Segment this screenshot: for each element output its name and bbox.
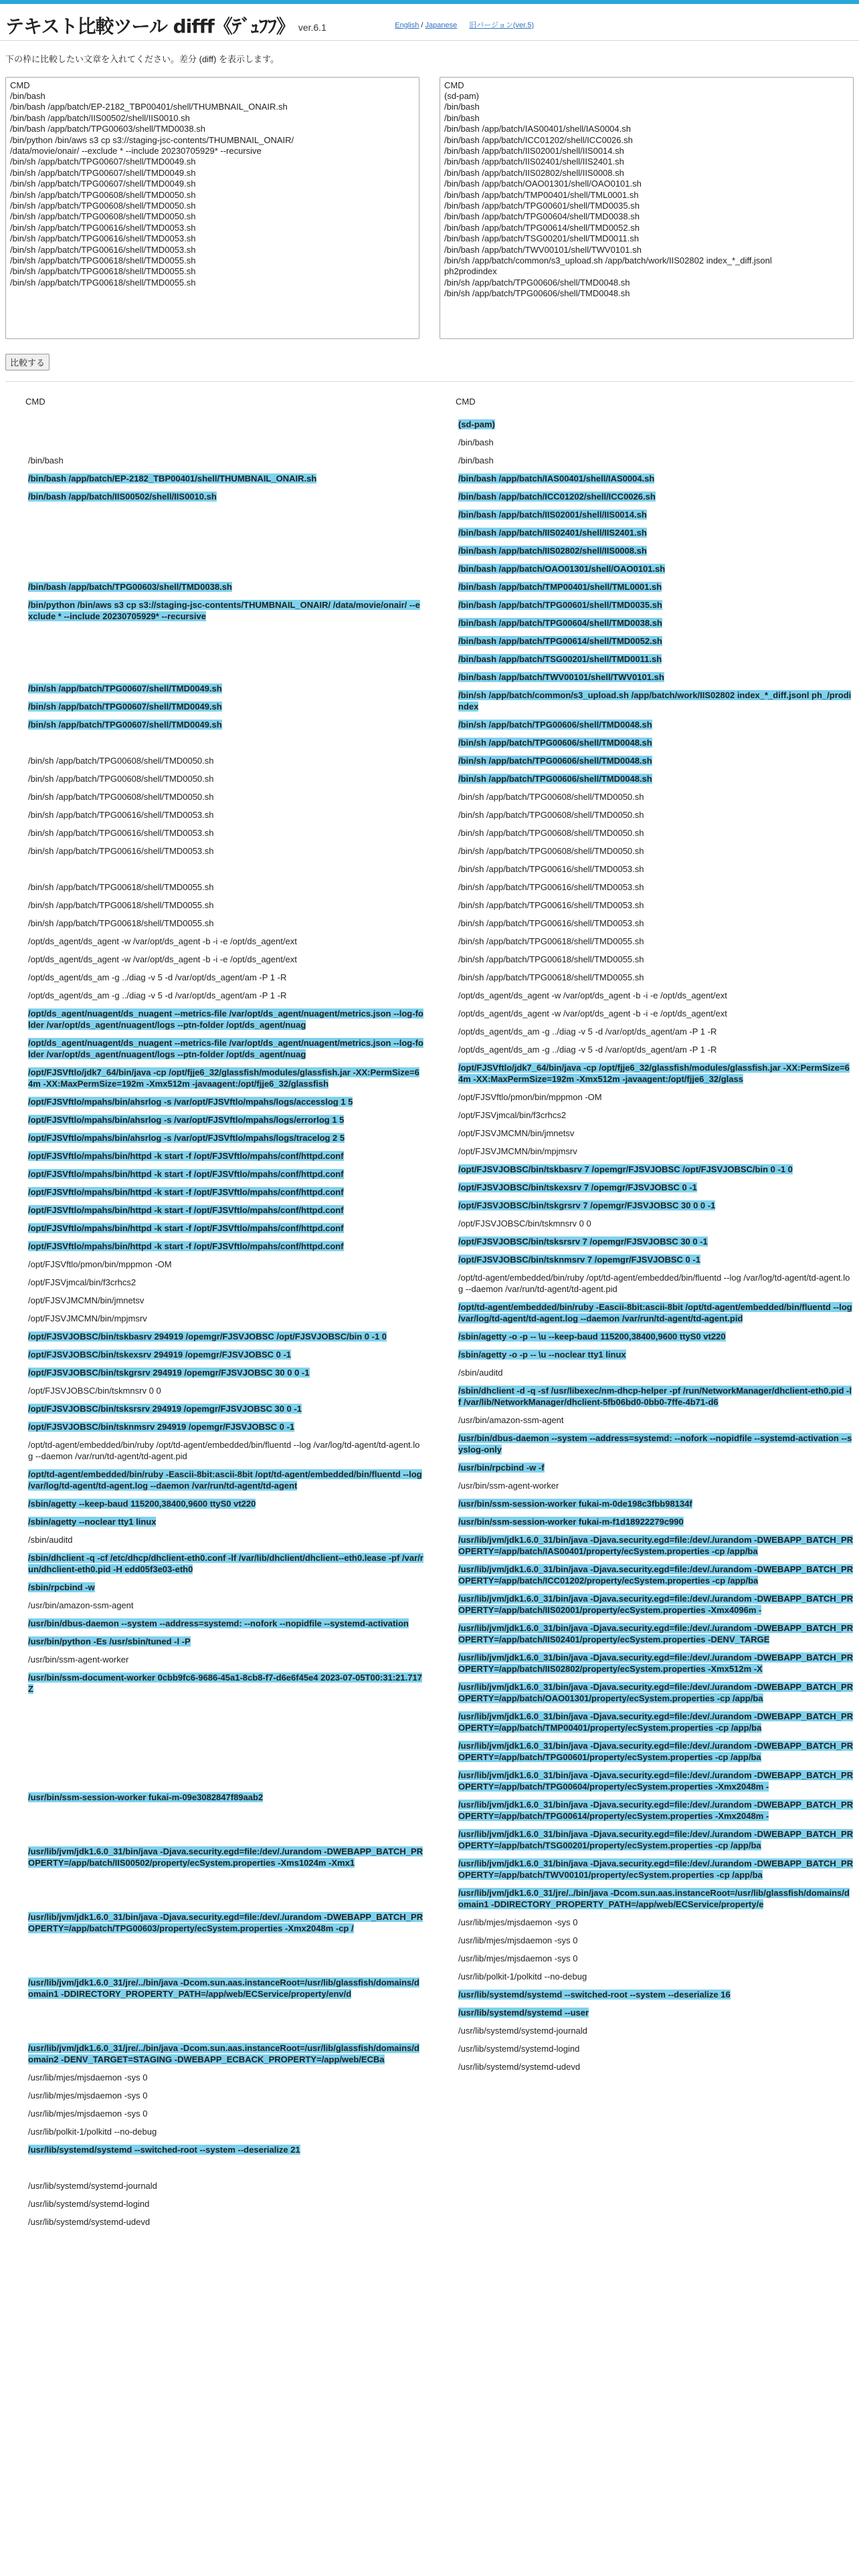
right-diff-line: /bin/bash /app/batch/TWV00101/shell/TWV0101.sh [458,672,664,682]
left-diff-line [5,1941,423,1952]
left-diff-line: /opt/FJSVftlo/mpahs/bin/ahsrlog -s /var/opt/FJSVftlo/mpahs/logs/accesslog 1 5 [28,1097,353,1107]
left-diff-line [5,437,423,448]
right-diff-line: /usr/lib/systemd/systemd --user [458,2008,589,2018]
left-diff-line: /opt/td-agent/embedded/bin/ruby /opt/td-agent/embedded/bin/fluentd --log /var/log/td-agent/td-agent.log --daemon /var/run/td-agent/td-agent.pid [28,1440,420,1461]
right-diff-line: /usr/bin/ssm-session-worker fukai-m-0de198c3fbb98134f [458,1499,692,1509]
right-diff-line: /bin/bash [458,437,494,447]
right-diff-line: /sbin/agetty -o -p -- \u --keep-baud 115200,38400,9600 ttyS0 vt220 [458,1331,726,1341]
left-diff-line: /usr/lib/jvm/jdk1.6.0_31/bin/java -Djava.security.egd=file:/dev/./urandom -DWEBAPP_BATCH_PROPERTY=/app/batch/IIS00502/property/ecSystem.properties -Xms1024m -Xmx1 [28,1846,423,1868]
right-diff-line: /bin/bash [458,455,494,465]
left-diff-line: /opt/ds_agent/ds_agent -w /var/opt/ds_agent -b -i -e /opt/ds_agent/ext [28,954,297,964]
right-diff-line: /bin/bash /app/batch/OAO01301/shell/OAO0101.sh [458,564,666,574]
left-diff-line [5,1810,423,1821]
right-diff-line: /bin/bash /app/batch/IIS02802/shell/IIS0008.sh [458,546,647,556]
right-diff-line: /usr/lib/mjes/mjsdaemon -sys 0 [458,1953,578,1963]
right-diff-line: /bin/sh /app/batch/TPG00608/shell/TMD0050.sh [458,846,644,856]
left-diff-line: /opt/FJSVJOBSC/bin/tskexsrv 294919 /opemgr/FJSVJOBSC 0 -1 [28,1350,292,1360]
left-diff-line: /bin/bash /app/batch/IIS00502/shell/IIS0010.sh [28,492,217,502]
left-diff-line: /bin/bash /app/batch/TPG00603/shell/TMD0038.sh [28,582,232,592]
left-result-header: CMD [25,396,45,407]
left-diff-line [5,1737,423,1749]
page-title: テキスト比較ツール difff《ﾃﾞｭﾌﾌ》 [5,15,294,37]
right-diff-line: /sbin/agetty -o -p -- \u --noclear tty1 linux [458,1350,626,1360]
left-diff-line: /opt/ds_agent/nuagent/ds_nuagent --metrics-file /var/opt/ds_agent/nuagent/metrics.json --log-folder /var/opt/ds_agent/nuagent/logs --ptn-folder /opt/ds_agent/nuag [28,1038,423,1059]
right-diff-line: /bin/sh /app/batch/TPG00616/shell/TMD0053.sh [458,864,644,874]
left-diff-line [5,1755,423,1767]
left-diff-line: /opt/ds_agent/nuagent/ds_nuagent --metrics-file /var/opt/ds_agent/nuagent/metrics.json --log-folder /var/opt/ds_agent/nuagent/logs --ptn-folder /opt/ds_agent/nuag [28,1008,423,1030]
right-diff-line: /bin/sh /app/batch/TPG00616/shell/TMD0053.sh [458,900,644,910]
left-diff-line: /usr/lib/jvm/jdk1.6.0_31/jre/../bin/java -Dcom.sun.aas.instanceRoot=/usr/lib/glassfish/domains/domain2 -DENV_TARGET=STAGING -DWEBAPP_ECBACK_PROPERTY=/app/web/ECBa [28,2043,419,2064]
left-diff-line [5,2024,423,2036]
right-diff-line: /usr/lib/jvm/jdk1.6.0_31/bin/java -Djava.security.egd=file:/dev/./urandom -DWEBAPP_BATCH_PROPERTY=/app/batch/IAS00401/property/ecSystem.properties -cp /app/ba [458,1535,854,1556]
right-diff-line: /opt/FJSVJOBSC/bin/tskgrsrv 7 /opemgr/FJSVJOBSC 30 0 0 -1 [458,1200,716,1210]
left-diff-line [5,563,423,574]
version-label: ver.6.1 [298,22,326,33]
left-textarea[interactable] [5,77,419,339]
left-diff-line [5,863,423,875]
right-diff-line: /bin/bash /app/batch/TSG00201/shell/TMD0011.sh [458,654,662,664]
right-diff-line: /bin/bash /app/batch/TPG00614/shell/TMD0052.sh [458,636,662,646]
right-diff-line: /opt/FJSVJOBSC/bin/tskexsrv 7 /opemgr/FJSVJOBSC 0 -1 [458,1182,697,1192]
right-diff-line: /usr/bin/ssm-session-worker fukai-m-f1d18922279c990 [458,1517,684,1527]
left-diff-line: /bin/sh /app/batch/TPG00618/shell/TMD0055.sh [28,882,214,892]
right-diff-line: /opt/ds_agent/ds_am -g ../diag -v 5 -d /var/opt/ds_agent/am -P 1 -R [458,1027,717,1037]
right-diff-line: /usr/lib/jvm/jdk1.6.0_31/bin/java -Djava.security.egd=file:/dev/./urandom -DWEBAPP_BATCH_PROPERTY=/app/batch/IIS02802/property/ecSystem.properties -Xmx512m -X [458,1652,854,1674]
left-diff-line [5,1875,423,1887]
left-diff-line: /opt/FJSVJOBSC/bin/tsknmsrv 294919 /opemgr/FJSVJOBSC 0 -1 [28,1422,295,1432]
right-diff-line: /opt/FJSVJOBSC/bin/tsksrsrv 7 /opemgr/FJSVJOBSC 30 0 -1 [458,1237,708,1247]
right-diff-line: /opt/ds_agent/ds_agent -w /var/opt/ds_agent -b -i -e /opt/ds_agent/ext [458,1008,727,1018]
right-diff-line: /usr/lib/polkit-1/polkitd --no-debug [458,1971,587,1981]
right-diff-line: /opt/ds_agent/ds_agent -w /var/opt/ds_agent -b -i -e /opt/ds_agent/ext [458,990,727,1000]
right-diff-line: (sd-pam) [458,419,495,429]
right-result-column [432,382,854,2235]
right-diff-line: /bin/bash /app/batch/ICC01202/shell/ICC0026.sh [458,492,656,502]
right-diff-line: /opt/FJSVJOBSC/bin/tskmnsrv 0 0 [458,1218,591,1228]
left-diff-line: /opt/FJSVftlo/mpahs/bin/ahsrlog -s /var/opt/FJSVftlo/mpahs/logs/errorlog 1 5 [28,1115,345,1125]
right-diff-line: /bin/sh /app/batch/TPG00608/shell/TMD0050.sh [458,810,644,820]
right-diff-line: /usr/bin/amazon-ssm-agent [458,1415,564,1425]
left-diff-line: /bin/sh /app/batch/TPG00616/shell/TMD0053.sh [28,846,214,856]
left-diff-line: /bin/python /bin/aws s3 cp s3://staging-jsc-contents/THUMBNAIL_ONAIR/ /data/movie/onair/ --exclude * --include 20230705929* --recursive [28,600,420,621]
left-diff-line: /bin/sh /app/batch/TPG00618/shell/TMD0055.sh [28,918,214,928]
left-result-column [5,382,432,2235]
left-diff-line: /usr/lib/systemd/systemd --switched-root --system --deserialize 21 [28,2145,300,2155]
left-diff-line: /opt/ds_agent/ds_agent -w /var/opt/ds_agent -b -i -e /opt/ds_agent/ext [28,936,297,946]
left-result-lines [5,419,423,2228]
right-diff-line: /bin/sh /app/batch/TPG00618/shell/TMD0055.sh [458,954,644,964]
left-diff-line [5,629,423,640]
left-diff-line: /usr/lib/systemd/systemd-logind [28,2199,150,2209]
left-diff-line: /opt/ds_agent/ds_am -g ../diag -v 5 -d /var/opt/ds_agent/am -P 1 -R [28,990,287,1000]
right-diff-line: /bin/sh /app/batch/common/s3_upload.sh /app/batch/work/IIS02802 index_*_diff.jsonl ph_/prodindex [458,690,852,712]
left-diff-line: /usr/lib/jvm/jdk1.6.0_31/jre/../bin/java -Dcom.sun.aas.instanceRoot=/usr/lib/glassfish/domains/domain1 -DDIRECTORY_PROPERTY_PATH=/app/web/ECService/property/env/d [28,1977,419,1999]
left-diff-line: /bin/sh /app/batch/TPG00607/shell/TMD0049.sh [28,702,222,712]
left-diff-line: /opt/FJSVftlo/mpahs/bin/httpd -k start -f /opt/FJSVftlo/mpahs/conf/httpd.conf [28,1169,344,1179]
left-diff-line [5,1959,423,1970]
right-diff-line: /bin/sh /app/batch/TPG00616/shell/TMD0053.sh [458,918,644,928]
input-area [0,77,859,339]
right-diff-line: /opt/FJSVJOBSC/bin/tsknmsrv 7 /opemgr/FJSVJOBSC 0 -1 [458,1255,700,1265]
left-diff-line [5,2006,423,2018]
right-diff-line: /bin/bash /app/batch/TPG00604/shell/TMD0038.sh [458,618,662,628]
left-diff-line: /opt/FJSVftlo/mpahs/bin/httpd -k start -f /opt/FJSVftlo/mpahs/conf/httpd.conf [28,1151,344,1161]
language-links [395,20,534,31]
right-diff-line: /opt/td-agent/embedded/bin/ruby -Eascii-8bit:ascii-8bit /opt/td-agent/embedded/bin/fluentd --log /var/log/td-agent/td-agent.log --daemon /var/run/td-agent/td-agent.pid [458,1302,852,1323]
right-diff-line: /opt/FJSVftlo/jdk7_64/bin/java -cp /opt/fjje6_32/glassfish/modules/glassfish.jar -XX:PermSize=64m -XX:MaxPermSize=192m -Xmx512m -javaagent:/opt/fjje6_32/glass [458,1063,850,1084]
left-diff-line: /usr/lib/jvm/jdk1.6.0_31/bin/java -Djava.security.egd=file:/dev/./urandom -DWEBAPP_BATCH_PROPERTY=/app/batch/TPG00603/property/ecSystem.properties -Xmx2048m -cp / [28,1912,423,1933]
left-diff-line [5,1774,423,1785]
left-diff-line: /opt/FJSVftlo/mpahs/bin/httpd -k start -f /opt/FJSVftlo/mpahs/conf/httpd.conf [28,1187,344,1197]
right-diff-line: /bin/sh /app/batch/TPG00616/shell/TMD0053.sh [458,882,644,892]
right-diff-line: /usr/lib/mjes/mjsdaemon -sys 0 [458,1935,578,1945]
right-diff-line: /opt/td-agent/embedded/bin/ruby /opt/td-agent/embedded/bin/fluentd --log /var/log/td-agent/td-agent.log --daemon /var/run/td-agent/td-agent.pid [458,1273,850,1294]
left-diff-line: /usr/lib/polkit-1/polkitd --no-debug [28,2127,157,2137]
right-result-header: CMD [456,396,476,407]
right-diff-line: /usr/lib/mjes/mjsdaemon -sys 0 [458,1917,578,1927]
left-diff-line: /opt/FJSVftlo/mpahs/bin/ahsrlog -s /var/opt/FJSVftlo/mpahs/logs/tracelog 2 5 [28,1133,345,1143]
right-diff-line: /usr/bin/dbus-daemon --system --address=systemd: --nofork --nopidfile --systemd-activation --syslog-only [458,1433,852,1455]
right-textarea[interactable] [440,77,854,339]
left-diff-line: /bin/sh /app/batch/TPG00616/shell/TMD0053.sh [28,828,214,838]
diff-result [0,382,859,2235]
right-diff-line: /bin/sh /app/batch/TPG00608/shell/TMD0050.sh [458,828,644,838]
left-diff-line: /usr/lib/mjes/mjsdaemon -sys 0 [28,2109,148,2119]
right-diff-line: /opt/FJSVjmcal/bin/f3crhcs2 [458,1110,567,1120]
right-diff-line: /bin/bash /app/batch/IIS02401/shell/IIS2401.sh [458,528,647,538]
left-diff-line [5,545,423,556]
right-diff-line: /bin/sh /app/batch/TPG00606/shell/TMD0048.sh [458,774,652,784]
right-diff-line: /usr/lib/jvm/jdk1.6.0_31/bin/java -Djava.security.egd=file:/dev/./urandom -DWEBAPP_BATCH_PROPERTY=/app/batch/TMP00401/property/ecSystem.properties -cp /app/ba [458,1711,854,1733]
compare-button[interactable]: 比較する [5,354,50,370]
left-diff-line: /bin/sh /app/batch/TPG00607/shell/TMD0049.sh [28,720,222,730]
right-diff-line: /usr/lib/systemd/systemd-udevd [458,2062,581,2072]
left-diff-line: /opt/FJSVJOBSC/bin/tskmnsrv 0 0 [28,1386,161,1396]
left-diff-line [5,1828,423,1839]
left-diff-line: /usr/lib/systemd/systemd-udevd [28,2217,151,2227]
right-diff-line: /usr/lib/jvm/jdk1.6.0_31/bin/java -Djava.security.egd=file:/dev/./urandom -DWEBAPP_BATCH_PROPERTY=/app/batch/TPG00604/property/ecSystem.properties -Xmx2048m - [458,1770,854,1792]
right-diff-line: /opt/FJSVftlo/pmon/bin/mppmon -OM [458,1092,602,1102]
left-diff-line: /sbin/dhclient -q -cf /etc/dhcp/dhclient-eth0.conf -lf /var/lib/dhclient/dhclient--eth0.lease -pf /var/run/dhclient-eth0.pid -H edd05f3e03-eth0 [28,1553,423,1574]
right-diff-line: /bin/sh /app/batch/TPG00608/shell/TMD0050.sh [458,792,644,802]
left-diff-line: /opt/FJSVftlo/jdk7_64/bin/java -cp /opt/fjje6_32/glassfish/modules/glassfish.jar -XX:PermSize=64m -XX:MaxPermSize=192m -Xmx512m -javaagent:/opt/fjje6_32/glassfish [28,1067,419,1089]
right-diff-line: /bin/sh /app/batch/TPG00618/shell/TMD0055.sh [458,972,644,982]
right-diff-line: /bin/sh /app/batch/TPG00606/shell/TMD0048.sh [458,756,652,766]
left-diff-line: /opt/td-agent/embedded/bin/ruby -Eascii-8bit:ascii-8bit /opt/td-agent/embedded/bin/fluentd --log /var/log/td-agent/td-agent.log --daemon /var/run/td-agent/td-agent [28,1469,422,1491]
lang-separator: / [421,21,423,29]
button-row [0,339,859,377]
left-diff-line [5,509,423,520]
right-diff-line: /opt/FJSVJMCMN/bin/mpjmsrv [458,1146,577,1156]
right-diff-line: /bin/bash /app/batch/IAS00401/shell/IAS0004.sh [458,473,655,484]
right-diff-line: /usr/lib/jvm/jdk1.6.0_31/bin/java -Djava.security.egd=file:/dev/./urandom -DWEBAPP_BATCH_PROPERTY=/app/batch/ICC01202/property/ecSystem.properties -cp /app/ba [458,1564,854,1586]
left-diff-line: /bin/sh /app/batch/TPG00618/shell/TMD0055.sh [28,900,214,910]
left-diff-line: /bin/sh /app/batch/TPG00608/shell/TMD0050.sh [28,792,214,802]
left-diff-line: /usr/lib/mjes/mjsdaemon -sys 0 [28,2090,148,2101]
left-diff-line: /bin/sh /app/batch/TPG00607/shell/TMD0049.sh [28,683,222,693]
left-diff-line: /usr/bin/python -Es /usr/sbin/tuned -l -P [28,1636,191,1646]
right-diff-line: /bin/sh /app/batch/TPG00618/shell/TMD0055.sh [458,936,644,946]
right-diff-line: /usr/bin/ssm-agent-worker [458,1481,559,1491]
right-diff-line: /opt/FJSVJOBSC/bin/tskbasrv 7 /opemgr/FJSVJOBSC /opt/FJSVJOBSC/bin 0 -1 0 [458,1164,793,1174]
left-diff-line [5,2162,423,2173]
left-diff-line [5,527,423,538]
left-diff-line [5,737,423,748]
left-diff-line: /opt/FJSVftlo/mpahs/bin/httpd -k start -f /opt/FJSVftlo/mpahs/conf/httpd.conf [28,1223,344,1233]
left-diff-line: /usr/bin/ssm-agent-worker [28,1654,129,1665]
left-diff-line [5,1719,423,1731]
left-diff-line: /usr/bin/amazon-ssm-agent [28,1600,134,1610]
left-diff-line [5,419,423,430]
right-diff-line: /opt/ds_agent/ds_am -g ../diag -v 5 -d /var/opt/ds_agent/am -P 1 -R [458,1045,717,1055]
left-diff-line: /usr/lib/mjes/mjsdaemon -sys 0 [28,2072,148,2082]
left-diff-line: /opt/FJSVftlo/pmon/bin/mppmon -OM [28,1259,172,1269]
right-diff-line: /opt/FJSVJMCMN/bin/jmnetsv [458,1128,575,1138]
left-diff-line [5,665,423,676]
right-result-lines [436,419,854,2072]
right-diff-line: /usr/lib/jvm/jdk1.6.0_31/jre/../bin/java -Dcom.sun.aas.instanceRoot=/usr/lib/glassfish/domains/domain1 -DDIRECTORY_PROPERTY_PATH=/app/web/ECService/property/e [458,1888,850,1909]
left-diff-line: /bin/bash [28,455,64,465]
right-diff-line: /usr/lib/jvm/jdk1.6.0_31/bin/java -Djava.security.egd=file:/dev/./urandom -DWEBAPP_BATCH_PROPERTY=/app/batch/IIS02401/property/ecSystem.properties -DENV_TARGE [458,1623,854,1644]
left-diff-line: /sbin/auditd [28,1535,73,1545]
right-diff-line: /bin/bash /app/batch/TPG00601/shell/TMD0035.sh [458,600,662,610]
right-diff-line: /usr/bin/rpcbind -w -f [458,1463,545,1473]
left-diff-line: /opt/FJSVjmcal/bin/f3crhcs2 [28,1277,136,1287]
japanese-link[interactable]: Japanese [425,21,458,29]
right-diff-line: /bin/bash /app/batch/IIS02001/shell/IIS0014.sh [458,510,647,520]
right-diff-line: /usr/lib/jvm/jdk1.6.0_31/bin/java -Djava.security.egd=file:/dev/./urandom -DWEBAPP_BATCH_PROPERTY=/app/batch/TWV00101/property/ecSystem.properties -cp /app/ba [458,1858,854,1880]
right-diff-line: /bin/bash /app/batch/TMP00401/shell/TML0001.sh [458,582,662,592]
right-diff-line: /usr/lib/jvm/jdk1.6.0_31/bin/java -Djava.security.egd=file:/dev/./urandom -DWEBAPP_BATCH_PROPERTY=/app/batch/OAO01301/property/ecSystem.properties -cp /app/ba [458,1682,854,1703]
left-diff-line: /sbin/agetty --keep-baud 115200,38400,9600 ttyS0 vt220 [28,1499,256,1509]
left-diff-line: /opt/FJSVftlo/mpahs/bin/httpd -k start -f /opt/FJSVftlo/mpahs/conf/httpd.conf [28,1241,344,1251]
right-diff-line: /bin/sh /app/batch/TPG00606/shell/TMD0048.sh [458,720,652,730]
left-diff-line: /usr/bin/ssm-session-worker fukai-m-09e3082847f89aab2 [28,1792,264,1802]
left-diff-line: /bin/sh /app/batch/TPG00616/shell/TMD0053.sh [28,810,214,820]
left-diff-line: /opt/FJSVJOBSC/bin/tskgrsrv 294919 /opemgr/FJSVJOBSC 30 0 0 -1 [28,1368,310,1378]
intro-text: 下の枠に比較したい文章を入れてください。差分 (diff) を表示します。 [5,54,279,64]
right-diff-line: /bin/sh /app/batch/TPG00606/shell/TMD0048.sh [458,738,652,748]
left-diff-line: /bin/bash /app/batch/EP-2182_TBP00401/shell/THUMBNAIL_ONAIR.sh [28,473,317,484]
right-diff-line: /usr/lib/systemd/systemd --switched-root --system --deserialize 16 [458,1990,731,2000]
old-version-link[interactable]: 旧バージョン(ver.5) [469,21,534,29]
right-diff-line: /sbin/auditd [458,1368,503,1378]
right-diff-line: /usr/lib/systemd/systemd-journald [458,2026,587,2036]
right-diff-line: /usr/lib/jvm/jdk1.6.0_31/bin/java -Djava.security.egd=file:/dev/./urandom -DWEBAPP_BATCH_PROPERTY=/app/batch/TPG00614/property/ecSystem.properties -Xmx2048m - [458,1800,854,1821]
left-diff-line: /sbin/rpcbind -w [28,1582,95,1592]
left-diff-line [5,647,423,658]
right-diff-line: /usr/lib/systemd/systemd-logind [458,2044,580,2054]
left-diff-line [5,1893,423,1905]
right-diff-line: /sbin/dhclient -d -q -sf /usr/libexec/nm-dhcp-helper -pf /run/NetworkManager/dhclient-eth0.pid -lf /var/lib/NetworkManager/dhclient-5fb06bd0-0bb0-7ffe-4b71-d6 [458,1386,852,1407]
right-diff-line: /usr/lib/jvm/jdk1.6.0_31/bin/java -Djava.security.egd=file:/dev/./urandom -DWEBAPP_BATCH_PROPERTY=/app/batch/TSG00201/property/ecSystem.properties -cp /app/ba [458,1829,854,1850]
left-diff-line: /opt/FJSVJMCMN/bin/mpjmsrv [28,1313,147,1323]
left-diff-line: /opt/FJSVJMCMN/bin/jmnetsv [28,1295,145,1305]
left-diff-line: /opt/ds_agent/ds_am -g ../diag -v 5 -d /var/opt/ds_agent/am -P 1 -R [28,972,287,982]
left-diff-line [5,1701,423,1713]
page-header [0,4,859,41]
left-diff-line: /opt/FJSVJOBSC/bin/tsksrsrv 294919 /opemgr/FJSVJOBSC 30 0 -1 [28,1404,302,1414]
left-diff-line: /bin/sh /app/batch/TPG00608/shell/TMD0050.sh [28,774,214,784]
left-diff-line: /sbin/agetty --noclear tty1 linux [28,1517,157,1527]
left-diff-line: /usr/bin/ssm-document-worker 0cbb9fc6-9686-45a1-8cb8-f7-d6e6f45e4 2023-07-05T00:31:21.717Z [28,1673,422,1694]
english-link[interactable]: English [395,21,419,29]
left-diff-line: /opt/FJSVftlo/mpahs/bin/httpd -k start -f /opt/FJSVftlo/mpahs/conf/httpd.conf [28,1205,344,1215]
right-diff-line: /usr/lib/jvm/jdk1.6.0_31/bin/java -Djava.security.egd=file:/dev/./urandom -DWEBAPP_BATCH_PROPERTY=/app/batch/TPG00601/property/ecSystem.properties -cp /app/ba [458,1741,854,1762]
left-diff-line: /bin/sh /app/batch/TPG00608/shell/TMD0050.sh [28,756,214,766]
right-diff-line: /usr/lib/jvm/jdk1.6.0_31/bin/java -Djava.security.egd=file:/dev/./urandom -DWEBAPP_BATCH_PROPERTY=/app/batch/IIS02001/property/ecSystem.properties -Xmx4096m - [458,1594,854,1615]
left-diff-line: /usr/lib/systemd/systemd-journald [28,2181,157,2191]
left-diff-line: /usr/bin/dbus-daemon --system --address=systemd: --nofork --nopidfile --systemd-activation [28,1618,409,1628]
left-diff-line: /opt/FJSVJOBSC/bin/tskbasrv 294919 /opemgr/FJSVJOBSC /opt/FJSVJOBSC/bin 0 -1 0 [28,1331,387,1341]
